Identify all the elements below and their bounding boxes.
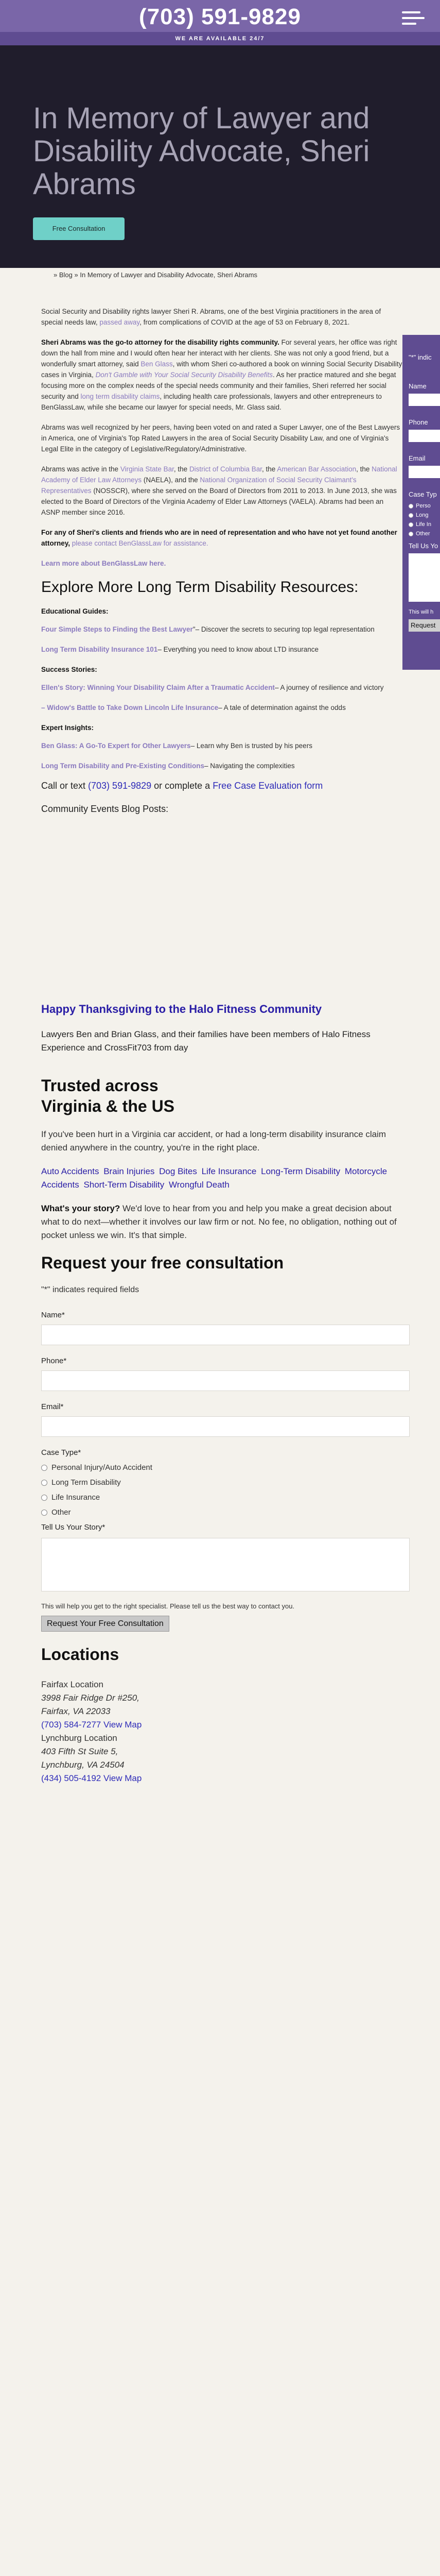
article-paragraph: For any of Sheri's clients and friends who are in need of representation and who have not yet found another attorney, please contact BenGlassLaw for assistance. [41, 529, 397, 547]
breadcrumb-separator: » [54, 271, 58, 279]
resource-link[interactable]: Long Term Disability and Pre-Existing Conditions [41, 762, 205, 770]
resource-item: Ben Glass: A Go-To Expert for Other Lawyers– Learn why Ben is trusted by his peers [41, 742, 312, 750]
breadcrumb-current: In Memory of Lawyer and Disability Advocate, Sheri Abrams [80, 271, 258, 279]
availability-banner: WE ARE AVAILABLE 24/7 [0, 32, 440, 45]
story-textarea[interactable] [41, 1538, 410, 1591]
article-paragraph [41, 558, 403, 569]
practice-area-link[interactable]: Auto Accidents [41, 1166, 99, 1176]
expert-insights-label: Expert Insights: [41, 724, 94, 732]
article-paragraph: Abrams was active in the Virginia State Bar, the District of Columbia Bar, the American Bar Association, the National Academy of Elder Law Attorneys (NAELA), and the National Organization of Social Security Claimant's Representatives (NOSSCR), where she served on the Board of Directors from 2011 to 2013. In June 2013, she was elected to the Board of Directors of the Virginia Academy of Elder Law Attorneys (VAELA). Abrams had been an ASNP member since 2016. [41, 465, 397, 516]
practice-area-link[interactable]: Long-Term Disability [261, 1166, 341, 1176]
breadcrumb-separator: » [74, 271, 78, 279]
breadcrumb [54, 271, 257, 279]
sidebar-email-input[interactable] [409, 466, 440, 478]
nosscr-link[interactable]: National Organization of Social Security Claimant's Representatives [41, 476, 357, 495]
phone-input[interactable] [41, 1370, 410, 1391]
sidebar-consultation-form [402, 335, 440, 670]
aba-link[interactable]: American Bar Association [277, 465, 357, 473]
community-post-excerpt: Lawyers Ben and Brian Glass, and their families have been members of Halo Fitness Experience and CrossFit703 from day [41, 1029, 371, 1053]
sidebar-name-label: Name [409, 382, 427, 390]
sidebar-name-input[interactable] [409, 394, 440, 406]
free-consultation-button[interactable]: Free Consultation [33, 217, 125, 240]
resource-link[interactable]: Four Simple Steps to Finding the Best Lawyer [41, 625, 193, 633]
sidebar-email-label: Email [409, 454, 426, 462]
form-fine-print: This will help you get to the right specialist. Please tell us the best way to contact you. [41, 1602, 295, 1610]
sidebar-case-radio[interactable]: Other [409, 531, 430, 537]
sidebar-phone-input[interactable] [409, 430, 440, 442]
top-bar [0, 0, 440, 45]
email-input[interactable] [41, 1416, 410, 1437]
name-label: Name* [41, 1311, 65, 1319]
resources-title: Explore More Long Term Disability Resources: [41, 579, 359, 596]
naela-link[interactable]: National Academy of Elder Law Attorneys [41, 465, 397, 484]
article-paragraph: Sheri Abrams was the go-to attorney for the disability rights community. For several years, her office was right down the hall from mine and I would often hear her interact with her clients. She was not only a good friend, but a wonderfully smart attorney, said Ben Glass, with whom Sheri co-authored a book on winning Social Security Disability cases in Virginia, Don't Gamble with Your Social Security Disability Benefits. As her practice matured and she begat focusing more on the complex needs of the special needs community and their families, Sheri referred her social security and long term disability claims, including health care professionals, lawyers and other entrepreneurs to BenGlassLaw, while she became our lawyer for special needs, Mr. Glass said. [41, 338, 402, 411]
fairfax-map-link[interactable]: View Map [103, 1720, 142, 1730]
hamburger-menu-icon[interactable] [402, 11, 425, 27]
call-phone-link[interactable]: (703) 591-9829 [88, 781, 152, 791]
form-title: Request your free consultation [41, 1253, 284, 1272]
case-type-radio[interactable]: Life Insurance [41, 1492, 403, 1503]
educational-guides-label: Educational Guides: [41, 607, 109, 615]
embedded-media-placeholder [41, 827, 403, 1002]
learn-more-link[interactable]: Learn more about BenGlassLaw here. [41, 560, 166, 567]
article-paragraph: Social Security and Disability rights lawyer Sheri R. Abrams, one of the best Virginia practitioners in the area of special needs law, passed away, from complications of COVID at the age of 53 on February 8, 2021. [41, 308, 381, 326]
practice-area-link[interactable]: Life Insurance [201, 1166, 257, 1176]
required-note: "*" indicates required fields [41, 1285, 139, 1294]
email-label: Email* [41, 1402, 64, 1411]
lynchburg-phone-link[interactable]: (434) 505-4192 [41, 1773, 101, 1783]
community-label: Community Events Blog Posts: [41, 804, 169, 814]
phone-label: Phone* [41, 1357, 67, 1365]
sidebar-submit-button[interactable]: Request [409, 619, 440, 632]
story-label: Tell Us Your Story* [41, 1523, 105, 1532]
sidebar-case-label: Case Typ [409, 490, 437, 498]
sidebar-case-radio[interactable]: Long [409, 512, 428, 518]
sidebar-case-radio[interactable]: Perso [409, 503, 431, 509]
case-type-radio[interactable]: Long Term Disability [41, 1477, 403, 1488]
name-input[interactable] [41, 1325, 410, 1345]
resource-item: Long Term Disability and Pre-Existing Conditions– Navigating the complexities [41, 762, 295, 770]
resource-link[interactable]: – Widow's Battle to Take Down Lincoln Life Insurance [41, 704, 219, 711]
sidebar-phone-label: Phone [409, 418, 428, 426]
book-link[interactable]: Don't Gamble with Your Social Security Disability Benefits [95, 371, 273, 379]
trusted-paragraph: If you've been hurt in a Virginia car accident, or had a long-term disability insurance claim denied anywhere in the country, you're in the right place. [41, 1129, 386, 1153]
resource-item: Four Simple Steps to Finding the Best Lawyer"– Discover the secrets to securing top legal representation [41, 625, 375, 633]
sidebar-story-label: Tell Us Yo [409, 542, 438, 550]
breadcrumb-blog-link[interactable]: Blog [59, 271, 73, 279]
location-fairfax: Fairfax Location 3998 Fair Ridge Dr #250, Fairfax, VA 22033 (703) 584-7277 View Map Lynchburg Location 403 Fifth St Suite 5, Lynchburg, VA 24504 (434) 505-4192 View Map [41, 1680, 142, 1783]
submit-button[interactable]: Request Your Free Consultation [41, 1616, 169, 1632]
dc-bar-link[interactable]: District of Columbia Bar [189, 465, 262, 473]
success-stories-label: Success Stories: [41, 666, 97, 673]
resource-link[interactable]: Ben Glass: A Go-To Expert for Other Lawyers [41, 742, 191, 750]
vsb-link[interactable]: Virginia State Bar [120, 465, 174, 473]
header-phone[interactable]: (703) 591-9829 [139, 4, 301, 29]
resource-item: Ellen's Story: Winning Your Disability Claim After a Traumatic Accident– A journey of resilience and victory [41, 684, 384, 691]
resource-item: – Widow's Battle to Take Down Lincoln Life Insurance– A tale of determination against the odds [41, 704, 346, 711]
resource-link[interactable]: Long Term Disability Insurance 101 [41, 646, 158, 653]
case-evaluation-link[interactable]: Free Case Evaluation form [213, 781, 323, 791]
sidebar-case-radio[interactable]: Life In [409, 521, 431, 528]
practice-area-link[interactable]: Short-Term Disability [83, 1180, 165, 1190]
sidebar-story-textarea[interactable] [409, 553, 440, 602]
trusted-heading: Trusted across Virginia & the US [41, 1076, 175, 1115]
sidebar-fine-print: This will h [409, 609, 434, 615]
passed-away-link[interactable]: passed away [99, 318, 140, 326]
practice-area-link[interactable]: Brain Injuries [103, 1166, 155, 1176]
article-content [41, 306, 403, 1785]
practice-area-link[interactable]: Wrongful Death [168, 1180, 230, 1190]
community-post-title[interactable]: Happy Thanksgiving to the Halo Fitness Community [41, 1003, 322, 1015]
lynchburg-map-link[interactable]: View Map [103, 1773, 142, 1783]
page-title: In Memory of Lawyer and Disability Advocate, Sheri Abrams [33, 101, 370, 201]
resource-link[interactable]: Ellen's Story: Winning Your Disability Claim After a Traumatic Accident [41, 684, 275, 691]
practice-area-link[interactable]: Motorcycle Accidents [41, 1166, 388, 1190]
case-type-radio[interactable]: Personal Injury/Auto Accident [41, 1462, 403, 1473]
ben-glass-link[interactable]: Ben Glass [140, 360, 173, 368]
sidebar-required-note: "*" indic [409, 353, 432, 361]
story-paragraph: What's your story? We'd love to hear from you and help you make a great decision about what to do next—whether it involves our law firm or not. No fee, no obligation, nothing out of pocket unless we win. It's that simple. [41, 1204, 397, 1240]
article-paragraph: Abrams was well recognized by her peers, having been voted on and rated a Super Lawyer, one of the Best Lawyers in America, one of Virginia's Top Rated Lawyers in the area of Social Security Disability Law, and one of Virginia's Legal Elite in the category of Legislative/Regulatory/Administrative. [41, 423, 400, 453]
locations-title: Locations [41, 1645, 119, 1664]
call-to-action: Call or text (703) 591-9829 or complete a Free Case Evaluation form [41, 781, 323, 791]
contact-assistance-link[interactable]: please contact BenGlassLaw for assistance. [72, 539, 208, 547]
fairfax-phone-link[interactable]: (703) 584-7277 [41, 1720, 101, 1730]
ltd-claims-link[interactable]: long term disability claims [80, 393, 160, 400]
practice-areas [41, 1165, 403, 1192]
hero [0, 45, 440, 268]
case-type-label: Case Type* [41, 1448, 81, 1457]
resource-item: Long Term Disability Insurance 101– Everything you need to know about LTD insurance [41, 646, 319, 653]
case-type-radio[interactable]: Other [41, 1507, 403, 1518]
practice-area-link[interactable]: Dog Bites [159, 1166, 197, 1176]
